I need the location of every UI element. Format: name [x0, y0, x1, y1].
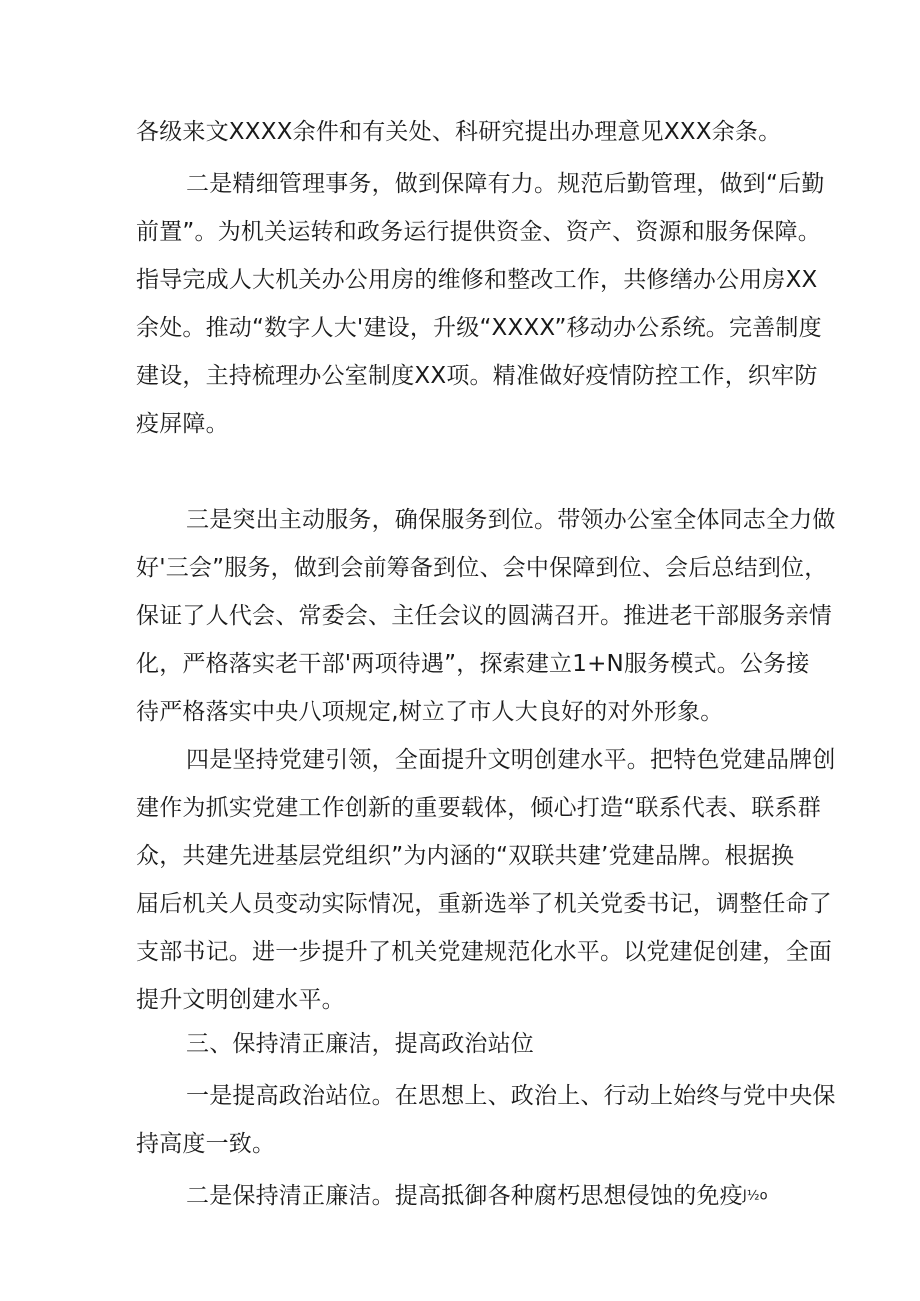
paragraph-5-line-2: 持高度一致。 — [136, 1131, 276, 1157]
paragraph-2-line-3: 指导完成人大机关办公用房的维修和整改工作，共修缮办公用房XX — [136, 267, 818, 293]
paragraph-2-line-4: 余处。推动“数字人大'建设，升级“XXXX”移动办公系统。完善制度 — [136, 315, 822, 341]
section-heading: 三、保持清正廉洁，提高政治站位 — [186, 1031, 534, 1057]
paragraph-2-line-2: 前置”。为机关运转和政务运行提供资金、资产、资源和服务保障。 — [136, 219, 821, 245]
trailing-fragment: J½o — [742, 1188, 768, 1204]
paragraph-4-line-4: 届后机关人员变动实际情况，重新选举了机关党委书记，调整任命了 — [136, 891, 832, 917]
paragraph-4-line-3: 众，共建先进基层党组织”为内涵的“双联共建’党建品牌。根据换 — [136, 843, 795, 869]
paragraph-6-line-1 — [186, 1172, 768, 1221]
paragraph-2-line-1: 二是精细管理事务，做到保障有力。规范后勤管理，做到“后勤 — [186, 171, 825, 197]
paragraph-3-line-2: 好'三会”服务，做到会前筹备到位、会中保障到位、会后总结到位， — [136, 555, 828, 581]
text-line-1: 各级来文XXXX余件和有关处、科研究提出办理意见XXX余条。 — [136, 119, 782, 145]
paragraph-4-line-6: 提升文明创建水平。 — [136, 987, 345, 1013]
paragraph-4-line-5: 支部书记。进一步提升了机关党建规范化水平。以党建促创建，全面 — [136, 939, 832, 965]
paragraph-6-text: 二是保持清正廉洁。提高抵御各种腐朽思想侵蚀的免疫 — [186, 1183, 743, 1209]
paragraph-4-line-1: 四是坚持党建引领，全面提升文明创建水平。把特色党建品牌创 — [186, 747, 836, 773]
paragraph-2-line-6: 疫屏障。 — [136, 411, 229, 437]
paragraph-3-line-4: 化，严格落实老干部'两项待遇”，探索建立1+N服务模式。公务接 — [136, 651, 810, 677]
paragraph-2-line-5: 建设，主持梳理办公室制度XX项。精准做好疫情防控工作，织牢防 — [136, 363, 818, 389]
paragraph-4-line-2: 建作为抓实党建工作创新的重要载体，倾心打造“联系代表、联系群 — [136, 795, 821, 821]
paragraph-3-line-5: 待严格落实中央八项规定,树立了市人大良好的对外形象。 — [136, 699, 724, 725]
paragraph-3-line-1: 三是突出主动服务，确保服务到位。带领办公室全体同志全力做 — [186, 507, 836, 533]
paragraph-5-line-1: 一是提高政治站位。在思想上、政治上、行动上始终与党中央保 — [186, 1083, 836, 1109]
paragraph-3-line-3: 保证了人代会、常委会、主任会议的圆满召开。推进老干部服务亲情 — [136, 603, 832, 629]
